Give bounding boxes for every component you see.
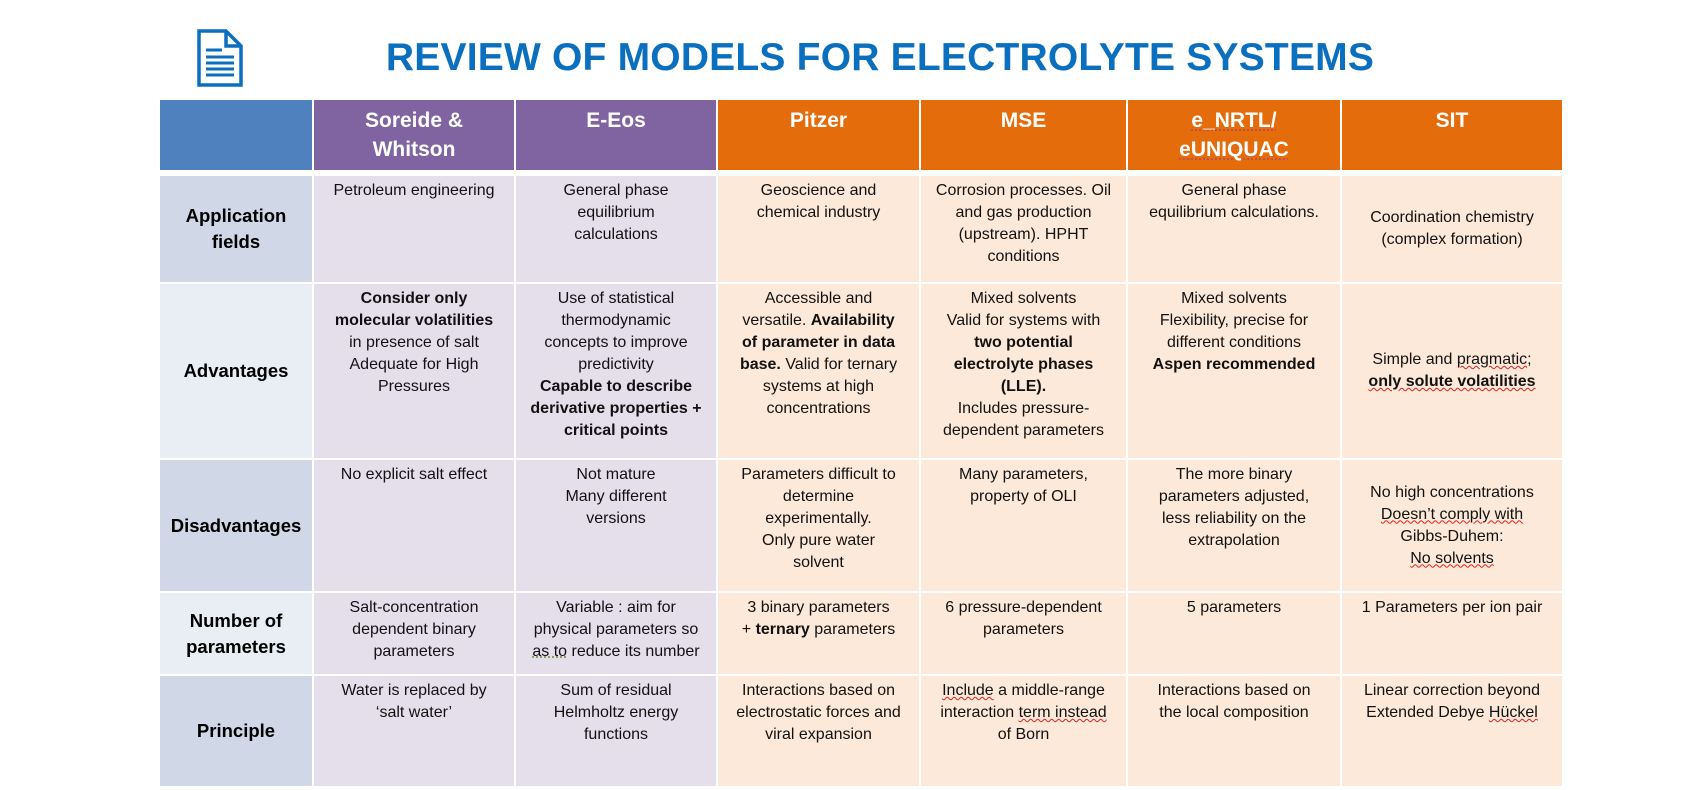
cell-text: extrapolation: [1188, 532, 1280, 549]
cell-text: Valid for ternary: [785, 356, 898, 373]
cell-text: in presence of salt: [349, 334, 479, 351]
cell-text: pragmatic: [1456, 351, 1528, 368]
cell-text: calculations: [574, 226, 658, 243]
cell-text: Petroleum engineering: [333, 182, 495, 199]
column-header-label: Whitson: [372, 138, 456, 161]
cell-text: 1 Parameters per ion pair: [1361, 599, 1543, 616]
table-row: [159, 592, 1563, 675]
header-row: [159, 99, 1563, 173]
cell-text: Variable : aim for: [556, 599, 676, 616]
cell-text: Interactions based on: [1157, 682, 1311, 699]
cell-text: parameters: [983, 621, 1064, 638]
cell-text: Geoscience and: [760, 182, 877, 199]
row-header-label: fields: [211, 231, 261, 252]
table-cell: [313, 459, 515, 592]
cell-text: Many parameters,: [959, 466, 1088, 483]
cell-text: physical parameters so: [533, 621, 699, 638]
cell-text: Only pure water: [762, 532, 875, 549]
cell-text-bold: critical points: [563, 422, 669, 439]
table-cell: [920, 592, 1127, 675]
cell-text: conditions: [987, 248, 1060, 265]
table-cell: [313, 283, 515, 459]
table-cell: [1341, 675, 1563, 787]
cell-text: less reliability on the: [1161, 510, 1307, 527]
cell-text-bold: two potential: [974, 334, 1073, 351]
cell-text: of Born: [997, 726, 1050, 743]
cell-text: Interactions based on: [742, 682, 895, 699]
cell-text-bold: base.: [739, 356, 781, 373]
cell-text: different conditions: [1166, 334, 1301, 351]
table-cell: [717, 675, 920, 787]
cell-text-bold: of parameter in data: [742, 334, 895, 351]
cell-text: No explicit salt effect: [340, 466, 488, 483]
cell-text: Sum of residual: [560, 682, 672, 699]
cell-text: Valid for systems with: [946, 312, 1101, 329]
table-cell: [1341, 283, 1563, 459]
cell-text: +: [741, 621, 752, 638]
cell-text-bold: molecular volatilities: [334, 312, 494, 329]
table-cell: [1127, 173, 1341, 283]
cell-text: Many different: [565, 488, 667, 505]
cell-text: Mixed solvents: [970, 290, 1077, 307]
cell-text: Not mature: [576, 466, 656, 483]
table-row: [159, 675, 1563, 787]
table-cell: [920, 173, 1127, 283]
table-row: [159, 173, 1563, 283]
cell-text: Coordination chemistry: [1370, 209, 1534, 226]
page-title: REVIEW OF MODELS FOR ELECTROLYTE SYSTEMS: [385, 36, 1375, 79]
table-row: [159, 459, 1563, 592]
cell-text: General phase: [1181, 182, 1287, 199]
column-header-label: Pitzer: [789, 109, 848, 132]
cell-text: Includes pressure-: [957, 400, 1090, 417]
row-header-advantages: [159, 283, 313, 459]
table-cell: [1127, 459, 1341, 592]
cell-text: No solvents: [1410, 549, 1494, 567]
cell-text: functions: [583, 726, 649, 743]
cell-text: dependent binary: [352, 621, 476, 638]
table-cell: [313, 675, 515, 787]
row-header-label: Number of: [189, 609, 283, 631]
cell-text: Linear correction beyond: [1363, 682, 1541, 699]
cell-text: Helmholtz energy: [553, 704, 679, 721]
models-comparison-table: [158, 98, 1564, 788]
cell-text-bold: derivative properties +: [530, 400, 702, 417]
cell-text-bold: Capable to describe: [539, 378, 693, 395]
column-header-sit: [1341, 99, 1563, 173]
cell-text: systems at high: [762, 378, 875, 395]
column-header-e-eos: [515, 99, 717, 173]
cell-text: equilibrium: [577, 204, 655, 221]
document-icon: [196, 28, 244, 88]
cell-text-bold: Availability: [810, 312, 895, 329]
cell-text: Salt-concentration: [349, 599, 479, 616]
cell-text: Adequate for High: [349, 356, 479, 373]
cell-text: Include: [942, 682, 994, 699]
cell-text: The more binary: [1175, 466, 1293, 483]
table-cell: [920, 283, 1127, 459]
cell-text: versatile.: [742, 312, 807, 329]
cell-text: Doesn’t comply with: [1380, 505, 1524, 523]
column-header-label: e_NRTL/: [1191, 109, 1277, 132]
cell-text: reduce its number: [571, 643, 700, 660]
row-header-number-of-parameters: [159, 592, 313, 675]
cell-text-bold: Consider only: [360, 290, 468, 307]
table-cell: [717, 592, 920, 675]
column-header-label: E-Eos: [586, 109, 646, 132]
cell-text: (upstream). HPHT: [958, 226, 1089, 243]
column-header-label: MSE: [1000, 109, 1047, 132]
cell-text: Gibbs-Duhem:: [1400, 527, 1504, 545]
cell-text: Corrosion processes. Oil: [935, 182, 1112, 199]
corner-header-cell: [159, 99, 313, 173]
column-header-soreide-whitson: [313, 99, 515, 173]
cell-text-bold: (LLE).: [1000, 378, 1047, 395]
cell-text: Hückel: [1488, 704, 1538, 721]
row-header-application-fields: [159, 173, 313, 283]
cell-text: Accessible and: [764, 290, 873, 307]
cell-text: ‘salt water’: [375, 704, 453, 721]
cell-text: term instead: [1018, 704, 1107, 721]
cell-text: interaction: [940, 704, 1015, 721]
cell-text-bold: only solute volatilities: [1368, 373, 1536, 390]
cell-text: determine: [782, 488, 855, 505]
column-header-label: eUNIQUAC: [1179, 138, 1289, 161]
table-cell: [920, 459, 1127, 592]
cell-text: versions: [586, 510, 646, 527]
cell-text: Extended Debye: [1366, 704, 1485, 721]
table-cell: [1127, 675, 1341, 787]
cell-text: Parameters difficult to: [741, 466, 896, 483]
cell-text: dependent parameters: [943, 422, 1104, 439]
cell-text: chemical industry: [756, 204, 881, 221]
table-cell: [515, 675, 717, 787]
table-cell: [717, 459, 920, 592]
row-header-label: Application: [185, 205, 287, 226]
cell-text: No high concentrations: [1370, 483, 1534, 501]
cell-text: Mixed solvents: [1181, 290, 1287, 307]
table-cell: [515, 283, 717, 459]
table-row: [159, 283, 1563, 459]
row-header-principle: [159, 675, 313, 787]
row-header-label: Principle: [196, 720, 276, 741]
cell-text: the local composition: [1159, 704, 1309, 721]
cell-text: Pressures: [377, 378, 451, 395]
cell-text: Water is replaced by: [341, 682, 487, 699]
cell-text: experimentally.: [765, 510, 872, 527]
cell-text: equilibrium calculations.: [1149, 204, 1319, 221]
cell-text: electrostatic forces and: [736, 704, 901, 721]
cell-text: 5 parameters: [1186, 599, 1282, 616]
table-cell: [920, 675, 1127, 787]
cell-text: as to: [532, 643, 568, 660]
column-header-label: SIT: [1435, 109, 1469, 132]
table-cell: [515, 173, 717, 283]
cell-text: concepts to improve: [544, 334, 688, 351]
cell-text: 6 pressure-dependent: [945, 599, 1102, 616]
table-cell: [1341, 459, 1563, 592]
cell-text-bold: ternary: [755, 621, 810, 638]
table-cell: [1341, 173, 1563, 283]
column-header-mse: [920, 99, 1127, 173]
cell-text: parameters adjusted,: [1158, 488, 1310, 505]
cell-text: thermodynamic: [561, 312, 671, 329]
cell-text: and gas production: [955, 204, 1092, 221]
table-cell: [1127, 283, 1341, 459]
cell-text: property of OLI: [970, 488, 1077, 505]
cell-text: 3 binary parameters: [747, 599, 890, 616]
cell-text: parameters: [814, 621, 896, 638]
cell-text: solvent: [793, 554, 844, 571]
cell-text: Simple and: [1372, 351, 1453, 368]
table-cell: [313, 592, 515, 675]
cell-text: viral expansion: [765, 726, 872, 743]
column-header-pitzer: [717, 99, 920, 173]
table-cell: [717, 173, 920, 283]
row-header-disadvantages: [159, 459, 313, 592]
cell-text: predictivity: [578, 356, 654, 373]
row-header-label: Disadvantages: [170, 514, 302, 536]
cell-text: Flexibility, precise for: [1159, 312, 1309, 329]
cell-text: parameters: [373, 643, 455, 660]
cell-text: General phase: [563, 182, 669, 199]
cell-text: a middle-range: [998, 682, 1105, 699]
cell-text: concentrations: [766, 400, 871, 417]
table-cell: [515, 459, 717, 592]
table-cell: [313, 173, 515, 283]
table-cell: [1341, 592, 1563, 675]
column-header-label: Soreide &: [364, 109, 464, 132]
row-header-label: Advantages: [183, 360, 289, 381]
column-header-enrtl-euniquac: [1127, 99, 1341, 173]
row-header-label: parameters: [186, 635, 286, 657]
cell-text-bold: Aspen recommended: [1152, 356, 1316, 373]
cell-text: ;: [1527, 351, 1532, 368]
cell-text: (complex formation): [1381, 231, 1523, 248]
table-cell: [515, 592, 717, 675]
cell-text-bold: electrolyte phases: [953, 356, 1094, 373]
table-cell: [1127, 592, 1341, 675]
cell-text: Use of statistical: [557, 290, 675, 307]
table-cell: [717, 283, 920, 459]
